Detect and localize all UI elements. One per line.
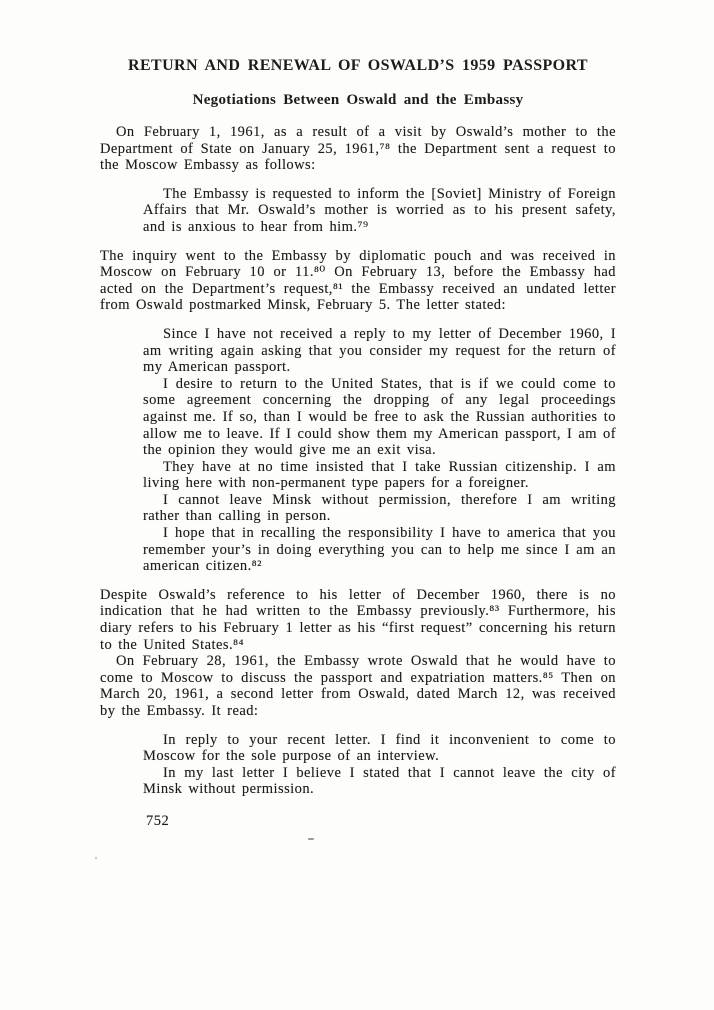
body-paragraph: On February 1, 1961, as a result of a visit by Oswald’s mother to the Department of State on January 25, 1961,⁷⁸ the Department sent a request to the Moscow Embassy as follows: — [100, 124, 616, 174]
quote-paragraph: The Embassy is requested to inform the [Soviet] Ministry of Foreign Affairs that Mr. Oswald’s mother is worried as to his present safety, and is anxious to hear from him.⁷⁹ — [143, 185, 616, 235]
quote-paragraph: In my last letter I believe I stated that I cannot leave the city of Minsk without permission. — [143, 764, 616, 798]
body-paragraph: On February 28, 1961, the Embassy wrote Oswald that he would have to come to Moscow to discuss the passport and expatriation matters.⁸⁵ Then on March 20, 1961, a second letter from Oswald, dated March 12, was received by the Embassy. It read: — [100, 653, 616, 719]
quote-paragraph: I hope that in recalling the responsibility I have to america that you remember your’s in doing everything you can to help me since I am an american citizen.⁸² — [143, 525, 616, 575]
text-column — [100, 0, 616, 830]
document-title: RETURN AND RENEWAL OF OSWALD’S 1959 PASSPORT — [128, 57, 588, 74]
document-subtitle: Negotiations Between Oswald and the Embassy — [192, 92, 524, 108]
scan-artifact-dot — [95, 857, 97, 859]
scan-artifact-dash — [308, 838, 314, 840]
document-body — [100, 124, 616, 798]
quote-paragraph: Since I have not received a reply to my letter of December 1960, I am writing again asking that you consider my request for the return of my American passport. — [143, 325, 616, 376]
body-paragraph: The inquiry went to the Embassy by diplomatic pouch and was received in Moscow on February 10 or 11.⁸⁰ On February 13, before the Embassy had acted on the Department’s request,⁸¹ the Embassy received an undated letter from Oswald postmarked Minsk, February 5. The letter stated: — [100, 247, 616, 314]
quote-paragraph: I desire to return to the United States, that is if we could come to some agreement concerning the dropping of any legal proceedings against me. If so, than I would be free to ask the Russian authorities to allow me to leave. If I could show them my American passport, I am of the opinion they would give me an exit visa. — [143, 375, 616, 459]
quote-paragraph: I cannot leave Minsk without permission, therefore I am writing rather than calling in person. — [143, 491, 616, 525]
quote-paragraph: In reply to your recent letter. I find it inconvenient to come to Moscow for the sole purpose of an interview. — [143, 731, 616, 765]
body-paragraph: Despite Oswald’s reference to his letter of December 1960, there is no indication that he had written to the Embassy previously.⁸³ Furthermore, his diary refers to his February 1 letter as his “first request” concerning his return to the United States.⁸⁴ — [100, 586, 616, 653]
page-number: 752 — [146, 812, 170, 829]
quote-paragraph: They have at no time insisted that I take Russian citizenship. I am living here with non-permanent type papers for a foreigner. — [143, 458, 616, 492]
